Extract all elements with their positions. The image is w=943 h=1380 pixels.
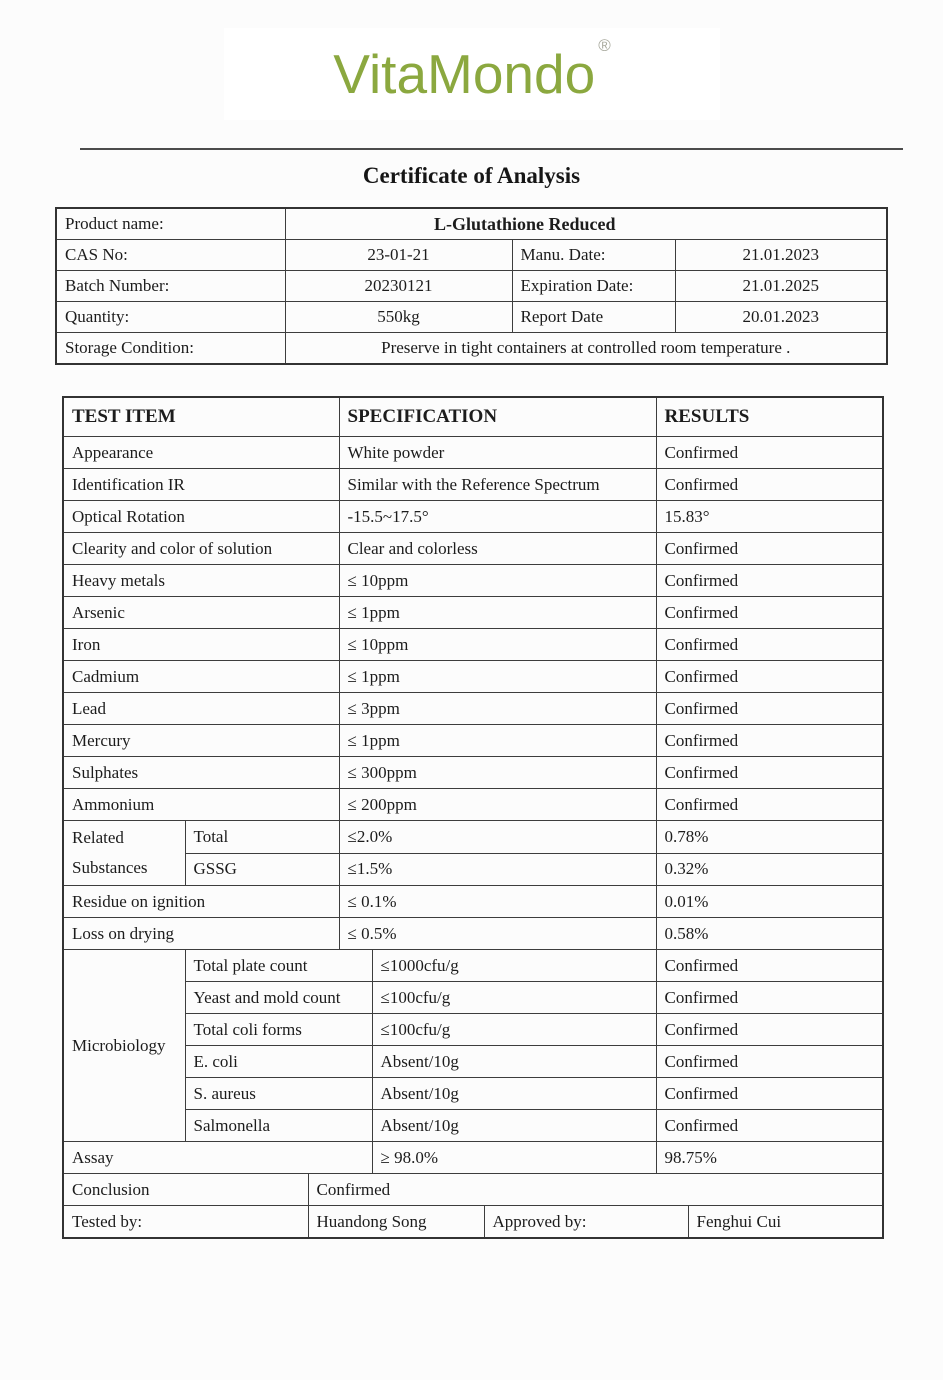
assay-item-cell: Assay — [63, 1142, 372, 1174]
col-header-results: RESULTS — [656, 397, 883, 437]
result-cell: Confirmed — [656, 1078, 883, 1110]
result-cell: Confirmed — [656, 789, 883, 821]
result-cell: 0.01% — [656, 886, 883, 918]
table-row — [63, 853, 883, 886]
spec-cell: ≤ 300ppm — [339, 757, 656, 789]
table-header-row — [63, 397, 883, 437]
sub-item-cell: Total plate count — [185, 950, 372, 982]
table-row — [56, 271, 887, 302]
table-row — [63, 629, 883, 661]
spec-cell: ≤ 3ppm — [339, 693, 656, 725]
product-name-label: Product name: — [56, 208, 285, 240]
spec-cell: ≤ 10ppm — [339, 565, 656, 597]
spec-cell: Absent/10g — [372, 1078, 656, 1110]
result-cell: Confirmed — [656, 1014, 883, 1046]
report-date-value: 20.01.2023 — [675, 302, 887, 333]
test-item-cell: Clearity and color of solution — [63, 533, 339, 565]
table-row — [63, 918, 883, 950]
test-item-cell: Appearance — [63, 437, 339, 469]
sub-item-cell: S. aureus — [185, 1078, 372, 1110]
spec-cell: ≤ 0.5% — [339, 918, 656, 950]
result-cell: Confirmed — [656, 757, 883, 789]
spec-cell: ≤100cfu/g — [372, 1014, 656, 1046]
table-row — [63, 757, 883, 789]
table-row — [63, 1206, 883, 1239]
approved-by-label: Approved by: — [484, 1206, 688, 1239]
spec-cell: ≤ 1ppm — [339, 725, 656, 757]
spec-cell: ≤ 1ppm — [339, 597, 656, 629]
storage-label: Storage Condition: — [56, 333, 285, 365]
table-row — [63, 1110, 883, 1142]
microbiology-group-cell: Microbiology — [63, 950, 185, 1142]
table-row — [63, 565, 883, 597]
product-name-value: L-Glutathione Reduced — [285, 208, 887, 240]
spec-cell: ≤ 10ppm — [339, 629, 656, 661]
table-row — [63, 1174, 883, 1206]
page-title: Certificate of Analysis — [362, 163, 581, 188]
sub-item-cell: Total coli forms — [185, 1014, 372, 1046]
test-item-cell: Iron — [63, 629, 339, 661]
result-cell: Confirmed — [656, 597, 883, 629]
manu-date-label: Manu. Date: — [512, 240, 675, 271]
table-row — [63, 533, 883, 565]
result-cell: 0.58% — [656, 918, 883, 950]
result-cell: Confirmed — [656, 1046, 883, 1078]
result-cell: 15.83° — [656, 501, 883, 533]
table-row — [63, 821, 883, 854]
test-item-cell: Mercury — [63, 725, 339, 757]
table-row — [63, 469, 883, 501]
result-cell: Confirmed — [656, 661, 883, 693]
cas-label: CAS No: — [56, 240, 285, 271]
expiration-value: 21.01.2025 — [675, 271, 887, 302]
table-row — [63, 950, 883, 982]
result-cell: Confirmed — [656, 693, 883, 725]
result-cell: Confirmed — [656, 469, 883, 501]
test-item-cell: Cadmium — [63, 661, 339, 693]
related-substances-group-cell: Related Substances — [63, 821, 185, 886]
test-item-cell: Optical Rotation — [63, 501, 339, 533]
table-row — [63, 982, 883, 1014]
table-row — [63, 1142, 883, 1174]
spec-cell: ≤1000cfu/g — [372, 950, 656, 982]
test-results-table — [62, 396, 884, 1239]
table-row — [63, 597, 883, 629]
test-item-cell: Heavy metals — [63, 565, 339, 597]
quantity-label: Quantity: — [56, 302, 285, 333]
registered-trademark-icon: ® — [598, 36, 611, 55]
test-item-cell: Lead — [63, 693, 339, 725]
table-row — [63, 501, 883, 533]
test-item-cell: Residue on ignition — [63, 886, 339, 918]
result-cell: Confirmed — [656, 1110, 883, 1142]
report-date-label: Report Date — [512, 302, 675, 333]
table-row — [63, 886, 883, 918]
storage-value: Preserve in tight containers at controlled room temperature . — [285, 333, 887, 365]
spec-cell: ≤100cfu/g — [372, 982, 656, 1014]
result-cell: 0.32% — [656, 853, 883, 886]
result-cell: Confirmed — [656, 982, 883, 1014]
cas-value: 23-01-21 — [285, 240, 512, 271]
result-cell: Confirmed — [656, 437, 883, 469]
spec-cell: ≤2.0% — [339, 821, 656, 854]
batch-label: Batch Number: — [56, 271, 285, 302]
col-header-test-item: TEST ITEM — [63, 397, 339, 437]
company-logo — [224, 28, 720, 120]
conclusion-value: Confirmed — [308, 1174, 883, 1206]
logo-wordmark: VitaMondo — [333, 43, 596, 105]
tested-by-value: Huandong Song — [308, 1206, 484, 1239]
table-row — [56, 302, 887, 333]
test-item-cell: Loss on drying — [63, 918, 339, 950]
result-cell: Confirmed — [656, 629, 883, 661]
spec-cell: -15.5~17.5° — [339, 501, 656, 533]
conclusion-label: Conclusion — [63, 1174, 308, 1206]
spec-cell: ≤ 0.1% — [339, 886, 656, 918]
spec-cell: Clear and colorless — [339, 533, 656, 565]
table-row — [63, 693, 883, 725]
batch-value: 20230121 — [285, 271, 512, 302]
sub-item-cell: Salmonella — [185, 1110, 372, 1142]
tested-by-label: Tested by: — [63, 1206, 308, 1239]
table-row — [63, 661, 883, 693]
test-item-cell: Sulphates — [63, 757, 339, 789]
quantity-value: 550kg — [285, 302, 512, 333]
table-row — [56, 208, 887, 240]
table-row — [63, 1078, 883, 1110]
table-row — [63, 1046, 883, 1078]
result-cell: Confirmed — [656, 565, 883, 597]
table-row — [63, 437, 883, 469]
spec-cell: White powder — [339, 437, 656, 469]
product-info-table — [55, 207, 888, 365]
sub-item-cell: Yeast and mold count — [185, 982, 372, 1014]
spec-cell: ≤ 200ppm — [339, 789, 656, 821]
test-item-cell: Identification IR — [63, 469, 339, 501]
spec-cell: Absent/10g — [372, 1046, 656, 1078]
table-row — [56, 333, 887, 365]
test-item-cell: Ammonium — [63, 789, 339, 821]
table-row — [63, 1014, 883, 1046]
table-row — [63, 789, 883, 821]
spec-cell: Absent/10g — [372, 1110, 656, 1142]
expiration-label: Expiration Date: — [512, 271, 675, 302]
result-cell: Confirmed — [656, 950, 883, 982]
table-row — [63, 725, 883, 757]
sub-item-cell: GSSG — [185, 853, 339, 886]
result-cell: Confirmed — [656, 533, 883, 565]
spec-cell: Similar with the Reference Spectrum — [339, 469, 656, 501]
table-row — [56, 240, 887, 271]
result-cell: 98.75% — [656, 1142, 883, 1174]
header-divider — [80, 148, 903, 150]
approved-by-value: Fenghui Cui — [688, 1206, 883, 1239]
manu-date-value: 21.01.2023 — [675, 240, 887, 271]
spec-cell: ≤ 1ppm — [339, 661, 656, 693]
spec-cell: ≥ 98.0% — [372, 1142, 656, 1174]
result-cell: 0.78% — [656, 821, 883, 854]
sub-item-cell: Total — [185, 821, 339, 854]
spec-cell: ≤1.5% — [339, 853, 656, 886]
sub-item-cell: E. coli — [185, 1046, 372, 1078]
result-cell: Confirmed — [656, 725, 883, 757]
test-item-cell: Arsenic — [63, 597, 339, 629]
col-header-specification: SPECIFICATION — [339, 397, 656, 437]
